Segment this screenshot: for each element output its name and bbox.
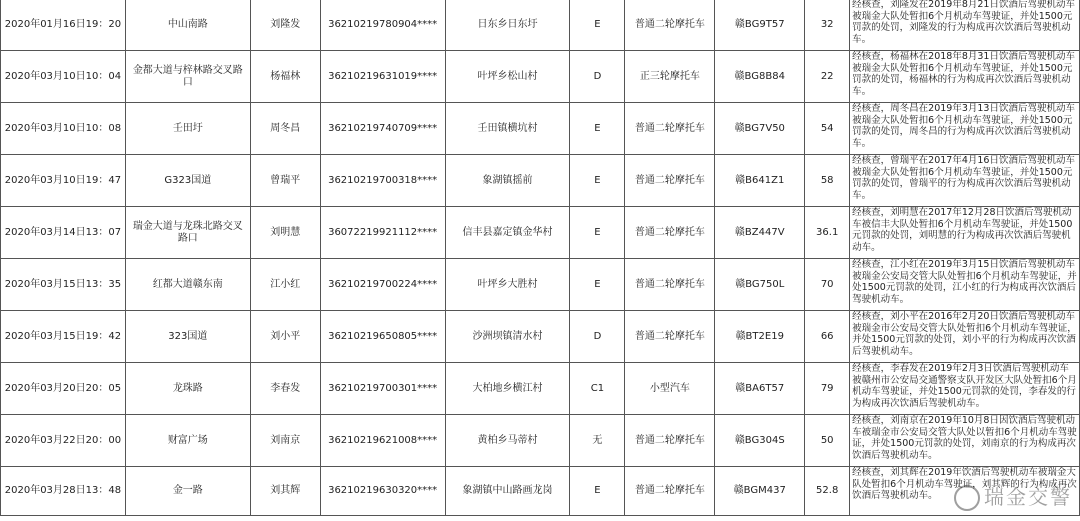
- cell-vtype: 普通二轮摩托车: [625, 311, 715, 363]
- cell-vtype: 普通二轮摩托车: [625, 207, 715, 259]
- cell-addr: 日东乡日东圩: [445, 0, 570, 51]
- cell-note: 经核查，刘小平在2016年2月20日饮酒后驾驶机动车被瑞金市公安局交管大队处暂扣6个月机动车驾驶证，并处1500元罚款的处罚，刘小平的行为构成再次饮酒后驾驶机动车。: [850, 311, 1080, 363]
- cell-vtype: 普通二轮摩托车: [625, 0, 715, 51]
- cell-lic: 无: [570, 415, 625, 467]
- cell-time: 2020年03月15日19：42: [1, 311, 126, 363]
- cell-note: 经核查，李春发在2019年2月3日饮酒后驾驶机动车被赣州市公安局交通警察支队开发区大队处暂扣6个月机动车驾驶证，并处1500元罚款的处罚，李春发的行为构成再次饮酒后驾驶机动车。: [850, 363, 1080, 415]
- cell-name: 刘南京: [250, 415, 320, 467]
- cell-lic: E: [570, 207, 625, 259]
- cell-lic: E: [570, 155, 625, 207]
- cell-name: 刘明慧: [250, 207, 320, 259]
- cell-name: 刘隆发: [250, 0, 320, 51]
- cell-id: 36210219630320****: [320, 467, 445, 516]
- cell-id: 36072219921112****: [320, 207, 445, 259]
- cell-name: 刘小平: [250, 311, 320, 363]
- cell-plate: 赣B641Z1: [715, 155, 805, 207]
- table-row: [1, 311, 1080, 363]
- cell-name: 刘其辉: [250, 467, 320, 516]
- cell-plate: 赣BG9T57: [715, 0, 805, 51]
- cell-addr: 壬田镇横坑村: [445, 103, 570, 155]
- table-row: [1, 0, 1080, 51]
- cell-id: 36210219740709****: [320, 103, 445, 155]
- wechat-icon: [954, 485, 980, 511]
- cell-time: 2020年03月20日20：05: [1, 363, 126, 415]
- cell-vtype: 普通二轮摩托车: [625, 415, 715, 467]
- table-row: [1, 259, 1080, 311]
- cell-vtype: 普通二轮摩托车: [625, 103, 715, 155]
- cell-time: 2020年03月15日13：35: [1, 259, 126, 311]
- cell-note: 经核查，刘南京在2019年10月8日因饮酒后驾驶机动车被瑞金市公安局交管大队处以暂扣6个月机动车驾驶证，并处1500元罚款的处罚，刘南京的行为构成再次饮酒后驾驶机动车。: [850, 415, 1080, 467]
- cell-addr: 象湖镇中山路画龙岗: [445, 467, 570, 516]
- table-row: [1, 51, 1080, 103]
- cell-addr: 叶坪乡大胜村: [445, 259, 570, 311]
- watermark: [954, 481, 1072, 512]
- cell-place: 红都大道赣东南: [125, 259, 250, 311]
- cell-place: 财富广场: [125, 415, 250, 467]
- table-row: [1, 103, 1080, 155]
- cell-time: 2020年03月10日10：04: [1, 51, 126, 103]
- cell-addr: 象湖镇摇前: [445, 155, 570, 207]
- cell-bac: 54: [805, 103, 850, 155]
- cell-bac: 58: [805, 155, 850, 207]
- cell-id: 36210219650805****: [320, 311, 445, 363]
- cell-addr: 沙洲坝镇清水村: [445, 311, 570, 363]
- cell-name: 杨福林: [250, 51, 320, 103]
- cell-id: 36210219631019****: [320, 51, 445, 103]
- cell-plate: 赣BA6T57: [715, 363, 805, 415]
- cell-place: 323国道: [125, 311, 250, 363]
- cell-lic: D: [570, 51, 625, 103]
- cell-note: 经核查，杨福林在2018年8月31日饮酒后驾驶机动车被瑞金大队处暂扣6个月机动车驾驶证，并处1500元罚款的处罚，杨福林的行为构成再次饮酒后驾驶机动车。: [850, 51, 1080, 103]
- cell-time: 2020年01月16日19：20: [1, 0, 126, 51]
- cell-bac: 70: [805, 259, 850, 311]
- cell-place: 金都大道与梓林路交叉路口: [125, 51, 250, 103]
- cell-note: 经核查，刘明慧在2017年12月28日饮酒后驾驶机动车被信丰大队处暂扣6个月机动车驾驶证，并处1500元罚款的处罚，刘明慧的行为构成再次饮酒后驾驶机动车。: [850, 207, 1080, 259]
- cell-plate: 赣BZ447V: [715, 207, 805, 259]
- cell-place: 中山南路: [125, 0, 250, 51]
- cell-plate: 赣BG8B84: [715, 51, 805, 103]
- cell-time: 2020年03月10日10：08: [1, 103, 126, 155]
- cell-place: 壬田圩: [125, 103, 250, 155]
- cell-lic: E: [570, 0, 625, 51]
- cell-id: 36210219700224****: [320, 259, 445, 311]
- cell-plate: 赣BG304S: [715, 415, 805, 467]
- cell-bac: 36.1: [805, 207, 850, 259]
- cell-id: 36210219700318****: [320, 155, 445, 207]
- cell-bac: 52.8: [805, 467, 850, 516]
- cell-note: 经核查，江小红在2019年3月15日饮酒后驾驶机动车被瑞金公安局交管大队处暂扣6个月机动车驾驶证，并处1500元罚款的处罚，江小红的行为构成再次饮酒后驾驶机动车。: [850, 259, 1080, 311]
- cell-name: 周冬昌: [250, 103, 320, 155]
- cell-bac: 32: [805, 0, 850, 51]
- table-row: [1, 207, 1080, 259]
- cell-bac: 22: [805, 51, 850, 103]
- cell-note: 经核查，刘隆发在2019年8月21日饮酒后驾驶机动车被瑞金大队处暂扣6个月机动车驾驶证，并处1500元罚款的处罚，刘隆发的行为构成再次饮酒后驾驶机动车。: [850, 0, 1080, 51]
- cell-id: 36210219700301****: [320, 363, 445, 415]
- cell-vtype: 正三轮摩托车: [625, 51, 715, 103]
- cell-time: 2020年03月28日13：48: [1, 467, 126, 516]
- watermark-text: 瑞金交警: [984, 484, 1072, 509]
- table-row: [1, 467, 1080, 516]
- cell-bac: 50: [805, 415, 850, 467]
- cell-lic: E: [570, 259, 625, 311]
- cell-place: G323国道: [125, 155, 250, 207]
- cell-vtype: 普通二轮摩托车: [625, 467, 715, 516]
- cell-place: 瑞金大道与龙珠北路交叉路口: [125, 207, 250, 259]
- cell-lic: D: [570, 311, 625, 363]
- cell-name: 江小红: [250, 259, 320, 311]
- cell-vtype: 普通二轮摩托车: [625, 155, 715, 207]
- cell-id: 36210219621008****: [320, 415, 445, 467]
- cell-vtype: 小型汽车: [625, 363, 715, 415]
- cell-addr: 信丰县嘉定镇金华村: [445, 207, 570, 259]
- cell-place: 金一路: [125, 467, 250, 516]
- cell-name: 李春发: [250, 363, 320, 415]
- table-row: [1, 415, 1080, 467]
- cell-lic: E: [570, 103, 625, 155]
- cell-place: 龙珠路: [125, 363, 250, 415]
- cell-plate: 赣BG750L: [715, 259, 805, 311]
- cell-time: 2020年03月14日13：07: [1, 207, 126, 259]
- table-row: [1, 363, 1080, 415]
- cell-plate: 赣BT2E19: [715, 311, 805, 363]
- cell-plate: 赣BGM437: [715, 467, 805, 516]
- cell-plate: 赣BG7V50: [715, 103, 805, 155]
- cell-bac: 66: [805, 311, 850, 363]
- cell-time: 2020年03月22日20：00: [1, 415, 126, 467]
- cell-time: 2020年03月10日19：47: [1, 155, 126, 207]
- cell-lic: C1: [570, 363, 625, 415]
- cell-lic: E: [570, 467, 625, 516]
- cell-addr: 大柏地乡横江村: [445, 363, 570, 415]
- cell-addr: 叶坪乡松山村: [445, 51, 570, 103]
- table-row: [1, 155, 1080, 207]
- cell-name: 曾瑞平: [250, 155, 320, 207]
- cell-note: 经核查，曾瑞平在2017年4月16日饮酒后驾驶机动车被瑞金大队处暂扣6个月机动车驾驶证，并处1500元罚款的处罚，曾瑞平的行为构成再次饮酒后驾驶机动车。: [850, 155, 1080, 207]
- cell-vtype: 普通二轮摩托车: [625, 259, 715, 311]
- cell-addr: 黄柏乡马蒂村: [445, 415, 570, 467]
- cell-note: 经核查，刘其辉在2019年饮酒后驾驶机动车被瑞金大队处暂扣6个月机动车驾驶证，刘其辉的行为构成再次饮酒后驾驶机动车。: [850, 467, 1080, 516]
- cell-id: 36210219780904****: [320, 0, 445, 51]
- cell-bac: 79: [805, 363, 850, 415]
- cell-note: 经核查，周冬昌在2019年3月13日饮酒后驾驶机动车被瑞金大队处暂扣6个月机动车驾驶证，并处1500元罚款的处罚，周冬昌的行为构成再次饮酒后驾驶机动车。: [850, 103, 1080, 155]
